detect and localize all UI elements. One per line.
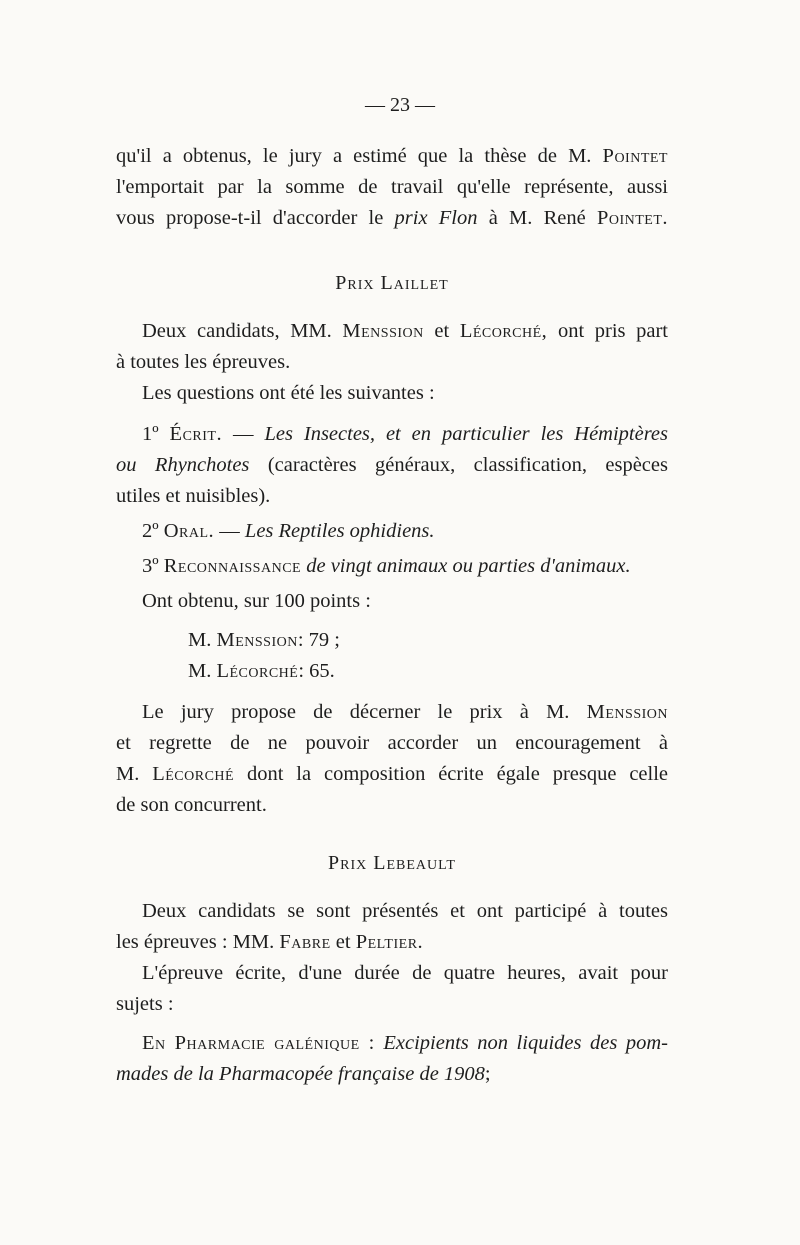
text-span: qu'il a obtenus, le jury a estimé que la thèse de M. [116,145,592,167]
label-oral: Oral. [163,520,215,542]
text-line [116,697,668,728]
paragraph-pointet [116,141,668,234]
text-span: à M. René [488,207,586,229]
text-span: — [233,423,254,445]
label-ecrit: Écrit. [169,423,223,445]
text-span: dont la composition écrite égale presque celle [246,763,669,785]
text-line [116,203,668,234]
text-line: Deux candidats se sont présentés et ont participé à toutes [142,900,668,922]
text-span: ; [484,1063,491,1085]
text-line: à toutes les épreuves. [116,351,291,373]
text-line: Ont obtenu, sur 100 points : [142,590,371,612]
name-peltier: Peltier. [355,931,424,953]
text-line [116,141,668,172]
score-name: Lécorché [216,660,299,682]
text-span: ont pris part [557,320,669,342]
section-heading-lebeault: Prix Lebeault [328,852,456,874]
name-fabre: Fabre [279,931,331,953]
text-line [116,927,668,958]
page-number: — 23 — [365,94,435,116]
subject-animaux: de vingt animaux ou parties d'animaux. [306,555,631,577]
subject-pharmacopee: mades de la Pharmacopée française de 1908 [116,1063,485,1085]
text-span: Deux candidats, MM. [142,320,332,342]
text-span: les épreuves : MM. [116,931,275,953]
text-line [116,1028,668,1059]
text-span: 2º [142,520,159,542]
text-span: et [434,320,450,342]
question-ecrit [116,419,668,450]
text-line: l'emportait par la somme de travail qu'elle représente, aussi [116,176,668,198]
text-line [116,1059,668,1090]
text-span: Le jury propose de décerner le prix à M. [142,701,570,723]
score-line [116,656,668,687]
text-span: — [219,520,240,542]
label-pharmacie: En Pharmacie galénique : [142,1032,375,1054]
text-line: sujets : [116,993,174,1015]
subject-reptiles: Les Reptiles ophidiens. [244,520,435,542]
prize-name-flon: prix Flon [394,207,478,229]
score-name: Menssion [216,629,298,651]
section-heading-laillet: Prix Laillet [335,272,449,294]
lebeault-section [116,896,668,1090]
name-menssion: Menssion [342,320,424,342]
text-line: de son concurrent. [116,794,267,816]
subject-excipients: Excipients non liquides des pom- [383,1032,668,1054]
text-line [116,759,668,790]
name-menssion: Menssion [586,701,668,723]
label-reconnaissance: Reconnaissance [163,555,302,577]
name-lecorche: Lécorché [152,763,235,785]
text-span: M. [188,660,212,682]
text-span: 3º [142,555,159,577]
text-span: (caractères généraux, classification, espèces [267,454,668,476]
text-span: vous propose-t-il d'accorder le [116,207,384,229]
text-line: et regrette de ne pouvoir accorder un encouragement à [116,732,668,754]
subject-rhynchotes: ou Rhynchotes [116,454,250,476]
name-pointet: Pointet [602,145,668,167]
text-line [116,450,668,481]
text-line [116,316,668,347]
text-line: Les questions ont été les suivantes : [142,382,435,404]
question-reconnaissance [116,551,668,582]
laillet-section [116,316,668,821]
subject-insectes: Les Insectes, et en particulier les Hémiptères [264,423,669,445]
score-line [116,625,668,656]
score-value: : 65. [298,660,335,682]
text-line: utiles et nuisibles). [116,485,271,507]
text-span: et [335,931,351,953]
section-heading-laillet-wrap [116,268,668,299]
text-line: L'épreuve écrite, d'une durée de quatre heures, avait pour [142,962,668,984]
text-span: M. [116,763,140,785]
name-pointet: Pointet. [596,207,669,229]
section-heading-lebeault-wrap [116,848,668,879]
text-span: 1º [142,423,159,445]
score-value: : 79 ; [297,629,340,651]
text-span: M. [188,629,212,651]
question-oral [116,516,668,547]
name-lecorche: Lécorché, [459,320,548,342]
